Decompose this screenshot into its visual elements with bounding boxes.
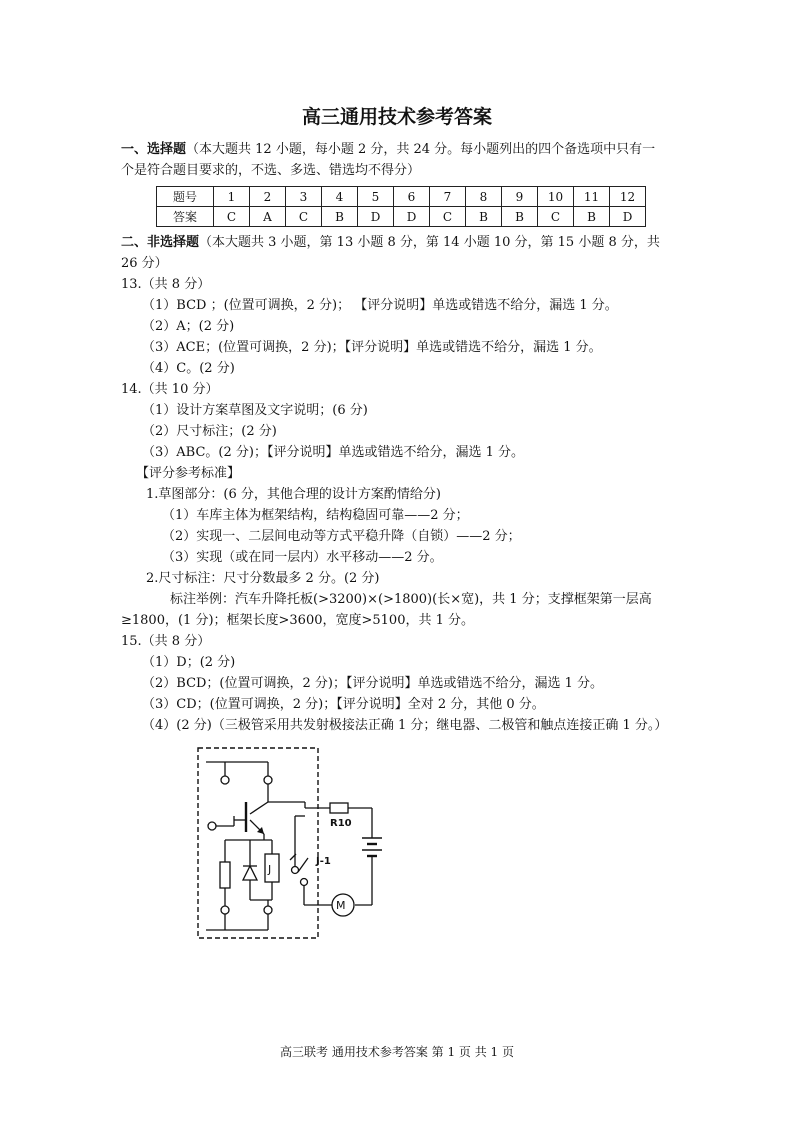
contact-terminal bbox=[301, 879, 308, 886]
table-cell: 6 bbox=[394, 187, 430, 207]
q14-criteria: （1）车库主体为框架结构，结构稳固可靠——2 分； bbox=[162, 508, 469, 523]
contact-terminal bbox=[292, 867, 299, 874]
q15-item: （1）D；(2 分) bbox=[142, 655, 236, 670]
table-cell: C bbox=[430, 207, 466, 227]
transistor-collector bbox=[250, 802, 268, 814]
q14-criteria: 标注举例：汽车升降托板(>3200)×(>1800)(长×宽)，共 1 分；支撑框架第一层高 bbox=[170, 592, 652, 607]
section1-heading: 一、选择题 bbox=[121, 142, 187, 157]
q14-criteria: 1.草图部分：(6 分，其他合理的设计方案酌情给分) bbox=[146, 487, 441, 502]
section2-desc-cont: 26 分） bbox=[121, 256, 168, 271]
diode-icon bbox=[243, 866, 257, 880]
terminal-top-left bbox=[221, 776, 229, 784]
q14-criteria: （2）实现一、二层间电动等方式平稳升降（自锁）——2 分； bbox=[162, 529, 521, 544]
terminal-top-right bbox=[264, 776, 272, 784]
table-cell: D bbox=[394, 207, 430, 227]
dashed-module-box bbox=[198, 748, 318, 938]
section2-desc: （本大题共 3 小题，第 13 小题 8 分，第 14 小题 10 分，第 15 小题 8 分，共 bbox=[199, 235, 660, 250]
table-cell: D bbox=[610, 207, 646, 227]
table-row-numbers bbox=[157, 187, 646, 207]
q15-item: （3）CD；(位置可调换，2 分)；【评分说明】全对 2 分，其他 0 分。 bbox=[142, 697, 545, 712]
q13-item: （4）C。(2 分) bbox=[142, 361, 235, 376]
section2-line1 bbox=[121, 235, 660, 251]
contact-label: J-1 bbox=[316, 856, 331, 867]
section1-desc-cont: 个是符合题目要求的，不选、多选、错选均不得分） bbox=[121, 163, 421, 178]
table-cell: 9 bbox=[502, 187, 538, 207]
table-cell: 10 bbox=[538, 187, 574, 207]
table-cell: 2 bbox=[250, 187, 286, 207]
table-cell: D bbox=[358, 207, 394, 227]
answer-table bbox=[156, 186, 646, 227]
q15-title: 15.（共 8 分） bbox=[121, 634, 211, 649]
table-cell: B bbox=[574, 207, 610, 227]
terminal-bottom-left bbox=[221, 906, 229, 914]
table-cell: 3 bbox=[286, 187, 322, 207]
q13-title: 13.（共 8 分） bbox=[121, 277, 211, 292]
table-cell: B bbox=[502, 207, 538, 227]
q14-criteria: （3）实现（或在同一层内）水平移动——2 分。 bbox=[162, 550, 443, 565]
table-cell: 11 bbox=[574, 187, 610, 207]
contact-switch bbox=[298, 858, 308, 872]
table-cell: 4 bbox=[322, 187, 358, 207]
table-cell: 1 bbox=[214, 187, 250, 207]
relay-label: J bbox=[268, 863, 272, 876]
table-cell: C bbox=[214, 207, 250, 227]
section1-line1 bbox=[121, 142, 655, 158]
table-row-answers bbox=[157, 207, 646, 227]
circuit-diagram bbox=[180, 740, 410, 945]
section2-heading: 二、非选择题 bbox=[121, 235, 200, 250]
table-cell: 8 bbox=[466, 187, 502, 207]
resistor-left bbox=[220, 862, 230, 888]
page-footer: 高三联考 通用技术参考答案 第 1 页 共 1 页 bbox=[280, 1045, 514, 1059]
q14-title: 14.（共 10 分） bbox=[121, 382, 219, 397]
r10-label: R10 bbox=[330, 818, 352, 829]
q13-item: （2）A；(2 分) bbox=[142, 319, 235, 334]
q14-item: （1）设计方案草图及文字说明；(6 分) bbox=[142, 403, 368, 418]
table-cell: C bbox=[286, 207, 322, 227]
page-title: 高三通用技术参考答案 bbox=[301, 106, 492, 128]
table-cell: B bbox=[322, 207, 358, 227]
motor-label: M bbox=[336, 899, 346, 912]
terminal-base-input bbox=[208, 822, 216, 830]
table-cell: A bbox=[250, 207, 286, 227]
q14-item: （2）尺寸标注；(2 分) bbox=[142, 424, 277, 439]
table-cell: C bbox=[538, 207, 574, 227]
table-cell: B bbox=[466, 207, 502, 227]
row-header-answer: 答案 bbox=[157, 207, 214, 227]
q13-item: （3）ACE；(位置可调换，2 分)；【评分说明】单选或错选不给分，漏选 1 分。 bbox=[142, 340, 602, 355]
table-cell: 12 bbox=[610, 187, 646, 207]
q14-item: （3）ABC。(2 分)；【评分说明】单选或错选不给分，漏选 1 分。 bbox=[142, 445, 524, 460]
q13-item: （1）BCD ；(位置可调换，2 分)； 【评分说明】单选或错选不给分，漏选 1 分。 bbox=[142, 298, 618, 313]
q14-criteria-title: 【评分参考标准】 bbox=[136, 466, 241, 481]
resistor-r10 bbox=[330, 803, 348, 813]
table-cell: 5 bbox=[358, 187, 394, 207]
terminal-bottom-right bbox=[264, 906, 272, 914]
q15-item: （2）BCD；(位置可调换，2 分)；【评分说明】单选或错选不给分，漏选 1 分。 bbox=[142, 676, 604, 691]
section1-desc: （本大题共 12 小题，每小题 2 分，共 24 分。每小题列出的四个备选项中只有一 bbox=[186, 142, 656, 157]
q15-item: （4）(2 分)（三极管采用共发射极接法正确 1 分；继电器、二极管和触点连接正确 1 分。） bbox=[142, 718, 668, 733]
q14-criteria: ≥1800，(1 分)；框架长度>3600，宽度>5100，共 1 分。 bbox=[121, 613, 475, 628]
table-cell: 7 bbox=[430, 187, 466, 207]
q14-criteria: 2.尺寸标注：尺寸分数最多 2 分。(2 分) bbox=[146, 571, 380, 586]
row-header-number: 题号 bbox=[157, 187, 214, 207]
